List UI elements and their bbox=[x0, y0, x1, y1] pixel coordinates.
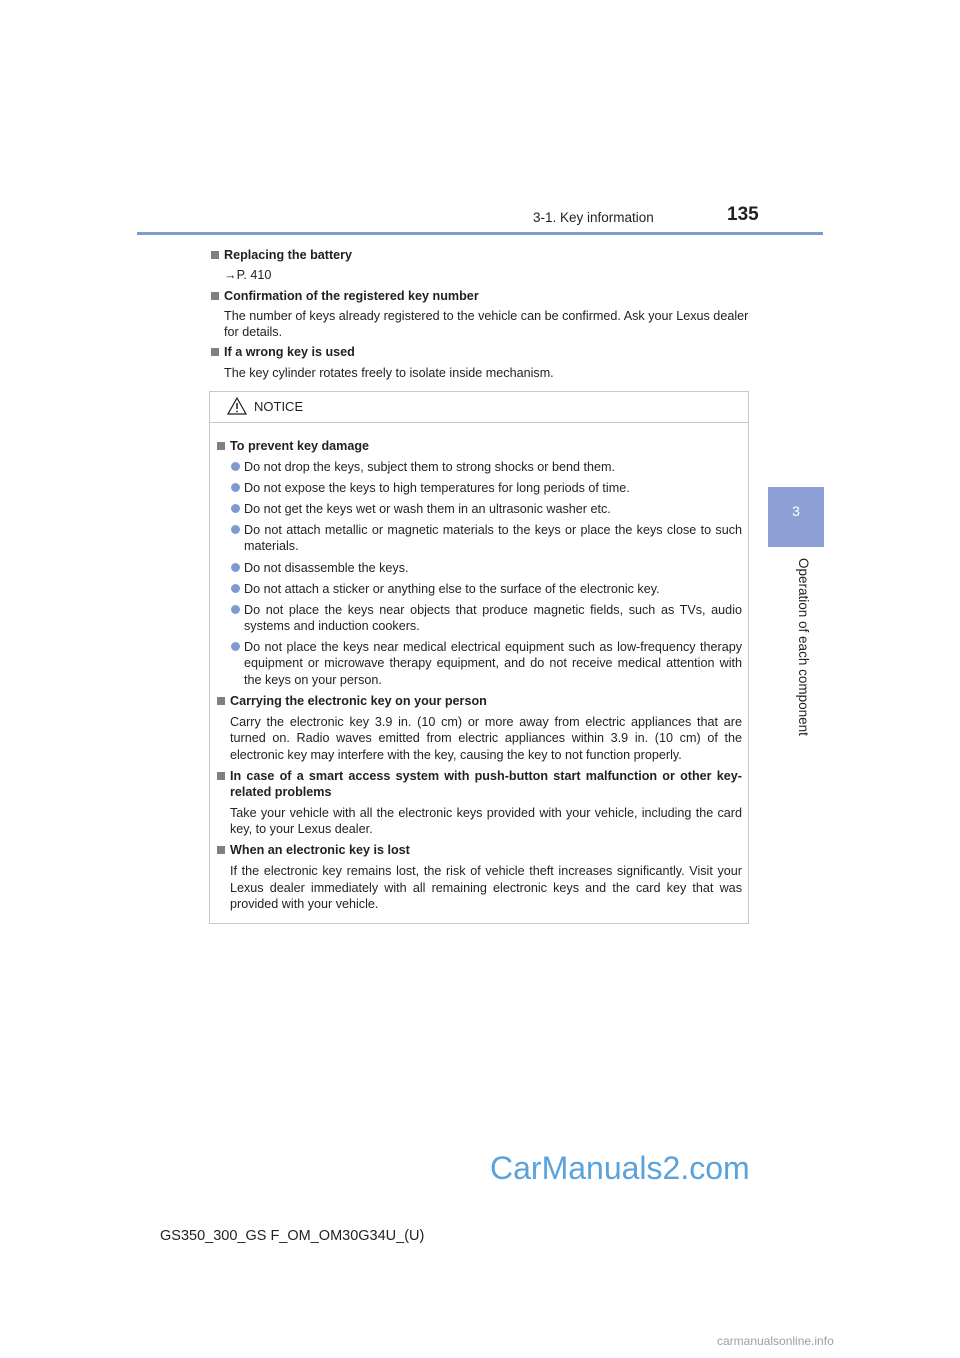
list-item: Do not drop the keys, subject them to strong shocks or bend them. bbox=[230, 459, 742, 475]
body-carrying-key: Carry the electronic key 3.9 in. (10 cm) or more away from electric appliances that are turned on. Radio waves emitted from electric appliances within 3.9 in. (10 cm) of the electronic key may interfere with the key, causing the key to not function properly. bbox=[230, 714, 742, 762]
heading-prevent-damage: To prevent key damage bbox=[216, 438, 742, 454]
notice-box bbox=[209, 391, 749, 924]
prevent-list bbox=[216, 459, 742, 688]
circle-bullet-icon bbox=[231, 525, 240, 534]
circle-bullet-icon bbox=[231, 504, 240, 513]
list-item: Do not place the keys near objects that produce magnetic fields, such as TVs, audio systems and induction cookers. bbox=[230, 602, 742, 635]
circle-bullet-icon bbox=[231, 563, 240, 572]
list-item: Do not get the keys wet or wash them in an ultrasonic washer etc. bbox=[230, 501, 742, 517]
page-number: 135 bbox=[727, 204, 759, 225]
chapter-tab bbox=[768, 487, 824, 547]
circle-bullet-icon bbox=[231, 605, 240, 614]
list-item: Do not attach metallic or magnetic materials to the keys or place the keys close to such materials. bbox=[230, 522, 742, 555]
list-item: Do not attach a sticker or anything else to the surface of the electronic key. bbox=[230, 581, 742, 597]
square-bullet-icon bbox=[217, 772, 225, 780]
circle-bullet-icon bbox=[231, 483, 240, 492]
square-bullet-icon bbox=[217, 442, 225, 450]
notice-label: NOTICE bbox=[254, 399, 304, 414]
list-item: Do not disassemble the keys. bbox=[230, 560, 742, 576]
notice-body bbox=[210, 423, 748, 912]
heading-replacing-battery: Replacing the battery bbox=[210, 247, 750, 263]
header-rule bbox=[137, 232, 823, 235]
square-bullet-icon bbox=[217, 697, 225, 705]
square-bullet-icon bbox=[211, 348, 219, 356]
heading-carrying-key: Carrying the electronic key on your person bbox=[216, 693, 742, 709]
square-bullet-icon bbox=[211, 292, 219, 300]
square-bullet-icon bbox=[217, 846, 225, 854]
heading-wrong-key: If a wrong key is used bbox=[210, 344, 750, 360]
list-item: Do not place the keys near medical electrical equipment such as low-frequency therapy equipment or microwave therapy equipment, and do not receive medical attention with the keys on your person. bbox=[230, 639, 742, 688]
body-replacing-battery: →P. 410 bbox=[224, 268, 272, 283]
body-confirmation: The number of keys already registered to the vehicle can be confirmed. Ask your Lexus dealer for details. bbox=[224, 308, 749, 340]
circle-bullet-icon bbox=[231, 462, 240, 471]
circle-bullet-icon bbox=[231, 584, 240, 593]
notice-header bbox=[210, 392, 748, 423]
warning-triangle-icon bbox=[227, 397, 247, 415]
circle-bullet-icon bbox=[231, 642, 240, 651]
watermark-logo: CarManuals2.com bbox=[490, 1150, 750, 1186]
body-wrong-key: The key cylinder rotates freely to isolate inside mechanism. bbox=[224, 365, 554, 380]
heading-malfunction: In case of a smart access system with push-button start malfunction or other key-related problems bbox=[216, 768, 742, 801]
heading-confirmation: Confirmation of the registered key number bbox=[210, 288, 750, 304]
watermark-corner: carmanualsonline.info bbox=[717, 1334, 834, 1348]
footer-document-code: GS350_300_GS F_OM_OM30G34U_(U) bbox=[160, 1228, 425, 1244]
body-malfunction: Take your vehicle with all the electronic keys provided with your vehicle, including the card key, to your Lexus dealer. bbox=[230, 806, 742, 837]
list-item: Do not expose the keys to high temperatures for long periods of time. bbox=[230, 480, 742, 496]
section-title: 3-1. Key information bbox=[533, 210, 654, 225]
page-header bbox=[0, 0, 960, 240]
body-key-lost: If the electronic key remains lost, the risk of vehicle theft increases significantly. Visit your Lexus dealer immediately with all remaining electronic keys and the card key that was provided with your vehicle. bbox=[230, 864, 742, 912]
chapter-number: 3 bbox=[792, 503, 800, 519]
main-content bbox=[210, 243, 750, 381]
heading-key-lost: When an electronic key is lost bbox=[216, 842, 742, 858]
chapter-label: Operation of each component bbox=[796, 558, 811, 736]
square-bullet-icon bbox=[211, 251, 219, 259]
